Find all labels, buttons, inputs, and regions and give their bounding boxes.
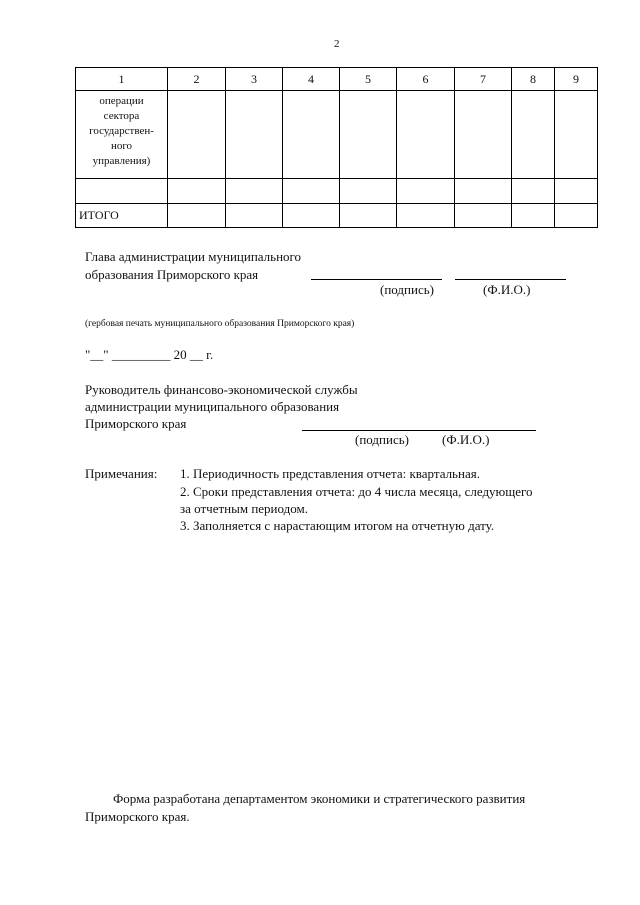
finance-signature-caption: (подпись) [355,432,409,447]
column-number-cell: 1 [76,68,168,91]
data-cell[interactable] [283,204,340,228]
note-item-2-line1: 2. Сроки представления отчета: до 4 числа месяца, следующего [180,484,533,499]
finance-name-caption: (Ф.И.О.) [442,432,490,447]
table-header-row [76,68,598,91]
column-number-cell: 6 [397,68,455,91]
column-number-cell: 5 [340,68,397,91]
note-item-1: 1. Периодичность представления отчета: квартальная. [180,466,480,481]
report-table [75,67,598,228]
data-cell[interactable] [397,179,455,204]
column-number-cell: 3 [226,68,283,91]
data-cell[interactable] [455,91,512,179]
column-number-cell: 4 [283,68,340,91]
column-number-cell: 7 [455,68,512,91]
data-cell[interactable] [226,179,283,204]
head-signature-line[interactable] [311,279,442,280]
data-cell[interactable] [555,179,598,204]
data-cell[interactable] [512,91,555,179]
head-name-line[interactable] [455,279,566,280]
data-cell[interactable] [340,179,397,204]
data-cell[interactable] [76,179,168,204]
row-label-line: ного [110,140,133,152]
data-cell[interactable] [397,204,455,228]
data-cell[interactable] [397,91,455,179]
data-cell[interactable] [226,91,283,179]
head-name-caption: (Ф.И.О.) [483,282,531,297]
column-number-cell: 2 [168,68,226,91]
data-cell[interactable] [555,204,598,228]
data-cell[interactable] [226,204,283,228]
row-label-line: управления) [92,155,151,167]
data-cell[interactable] [512,204,555,228]
data-cell[interactable] [455,204,512,228]
finance-title-line2: администрации муниципального образования [85,399,340,414]
data-cell[interactable] [168,91,226,179]
row-label-line: сектора [103,110,140,122]
total-label: ИТОГО [76,204,168,228]
data-cell[interactable] [168,204,226,228]
head-title-line1: Глава администрации муниципального [85,249,302,264]
finance-title-line3: Приморского края [85,416,187,431]
footer-line2: Приморского края. [85,809,190,824]
data-cell[interactable] [340,91,397,179]
note-item-3: 3. Заполняется с нарастающим итогом на отчетную дату. [180,518,495,533]
total-row [76,204,598,228]
data-cell[interactable] [512,179,555,204]
table-row [76,179,598,204]
finance-title-line1: Руководитель финансово-экономической службы [85,382,358,397]
row-label-cell [76,91,168,179]
seal-note: (гербовая печать муниципального образования Приморского края) [85,319,355,329]
footer-line1: Форма разработана департаментом экономики и стратегического развития [113,791,526,806]
column-number-cell: 9 [555,68,598,91]
data-cell[interactable] [455,179,512,204]
head-title-line2: образования Приморского края [85,267,259,282]
data-cell[interactable] [340,204,397,228]
page-number: 2 [334,38,340,50]
row-label-line: операции [99,95,144,107]
column-number-cell: 8 [512,68,555,91]
data-cell[interactable] [168,179,226,204]
notes-label: Примечания: [85,466,158,481]
table-row [76,91,598,179]
data-cell[interactable] [283,91,340,179]
head-signature-caption: (подпись) [380,282,434,297]
data-cell[interactable] [283,179,340,204]
row-label-line: государствен- [89,125,154,137]
date-line[interactable]: "__" _________ 20 __ г. [85,347,214,362]
note-item-2-line2: за отчетным периодом. [180,501,308,516]
data-cell[interactable] [555,91,598,179]
finance-signature-line[interactable] [302,430,536,431]
